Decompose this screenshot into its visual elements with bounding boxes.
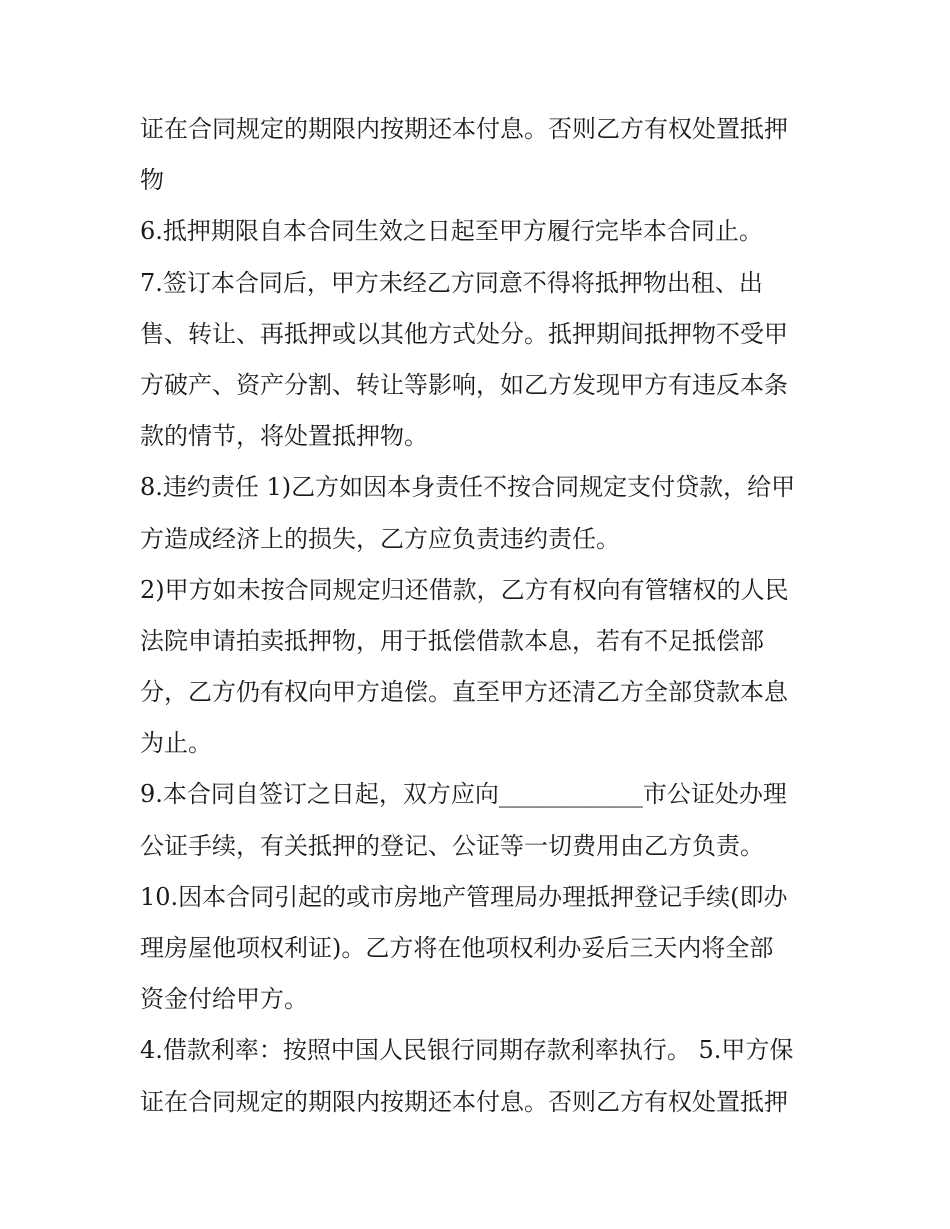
text-line: 为止。	[140, 729, 212, 758]
document-body	[140, 104, 820, 1128]
text-line: 物	[140, 166, 164, 195]
text-line: 理房屋他项权利证)。乙方将在他项权利办妥后三天内将全部	[140, 934, 774, 962]
text-line: 公证手续，有关抵押的登记、公证等一切费用由乙方负责。	[140, 831, 764, 860]
text-line: 2)甲方如未按合同规定归还借款，乙方有权向有管辖权的人民	[140, 575, 789, 604]
text-line: 款的情节，将处置抵押物。	[140, 422, 428, 451]
text-line: 9.本合同自签订之日起，双方应向____________市公证处办理	[140, 780, 787, 809]
text-line: 售、转让、再抵押或以其他方式处分。抵押期间抵押物不受甲	[140, 319, 788, 348]
text-line: 资金付给甲方。	[140, 985, 308, 1014]
text-line: 6.抵押期限自本合同生效之日起至甲方履行完毕本合同止。	[140, 217, 763, 246]
text-line: 10.因本合同引起的或市房地产管理局办理抵押登记手续(即办	[140, 882, 788, 911]
text-line: 证在合同规定的期限内按期还本付息。否则乙方有权处置抵押	[140, 115, 788, 143]
text-line: 法院申请拍卖抵押物，用于抵偿借款本息，若有不足抵偿部	[140, 626, 764, 655]
text-line: 8.违约责任 1)乙方如因本身责任不按合同规定支付贷款，给甲	[140, 473, 796, 502]
text-line: 证在合同规定的期限内按期还本付息。否则乙方有权处置抵押	[140, 1087, 788, 1116]
text-line: 方破产、资产分割、转让等影响，如乙方发现甲方有违反本条	[140, 370, 788, 399]
text-line: 方造成经济上的损失，乙方应负责违约责任。	[140, 524, 620, 553]
text-line: 7.签订本合同后，甲方未经乙方同意不得将抵押物出租、出	[140, 268, 763, 297]
text-line: 分，乙方仍有权向甲方追偿。直至甲方还清乙方全部贷款本息	[140, 678, 788, 707]
text-line: 4.借款利率：按照中国人民银行同期存款利率执行。 5.甲方保	[140, 1036, 794, 1065]
